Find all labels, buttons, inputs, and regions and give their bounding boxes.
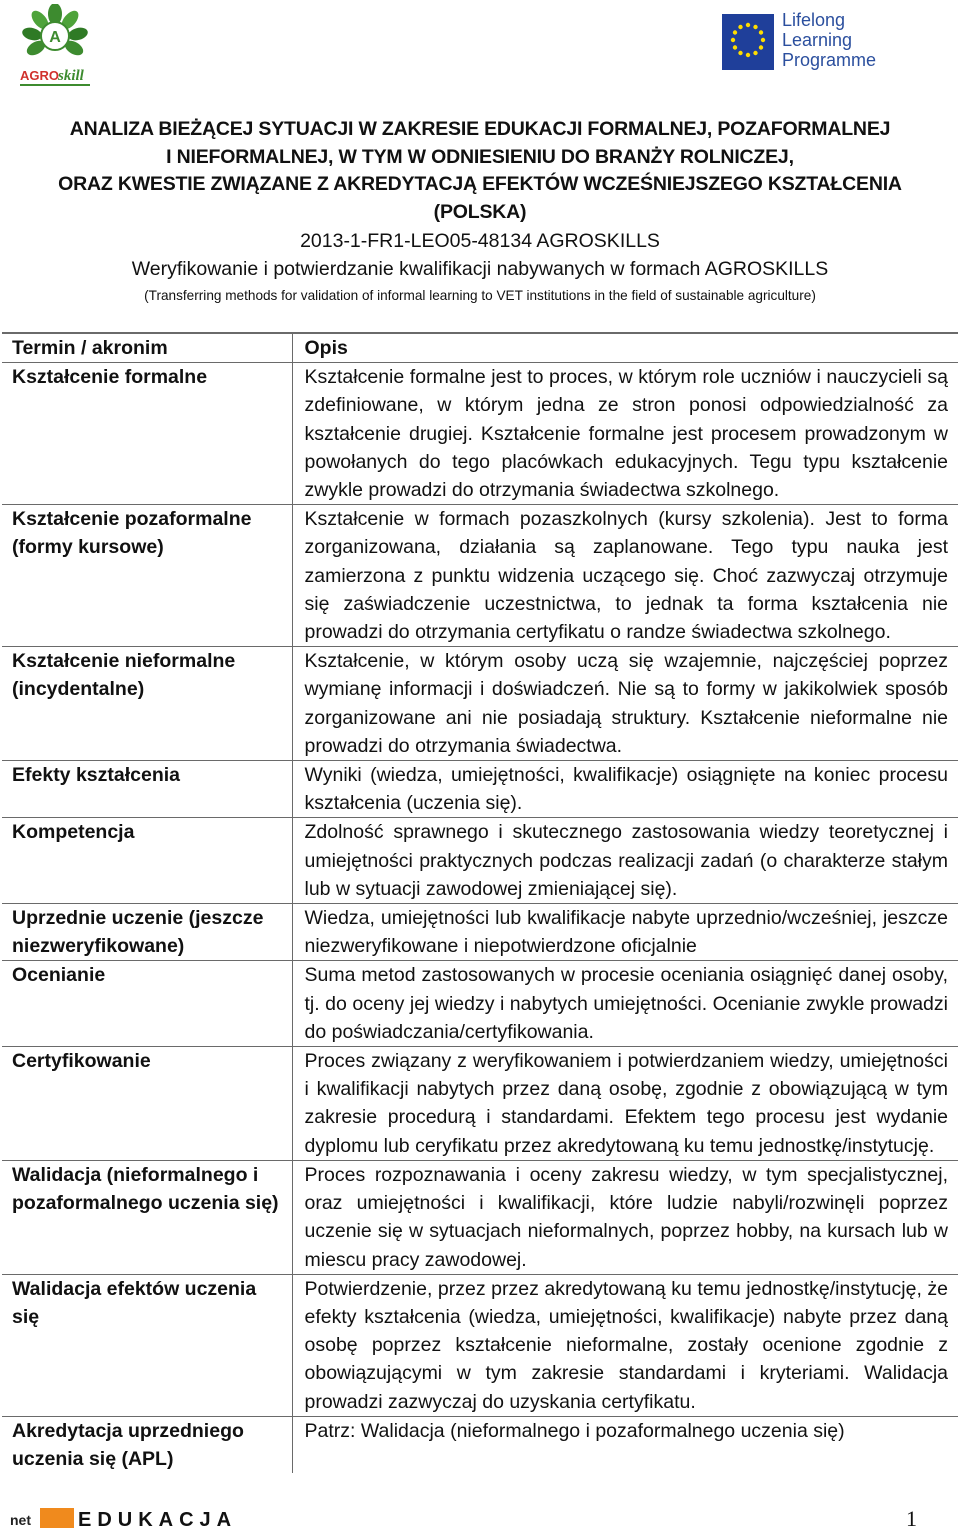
eu-flag-icon: [722, 14, 774, 70]
glossary-table: [2, 332, 958, 1473]
agroskill-logo: [14, 4, 96, 90]
description-cell: Wiedza, umiejętności lub kwalifikacje nabyte uprzednio/wcześniej, jeszcze niezweryfikowane i niepotwierdzone oficjalnie: [292, 904, 958, 961]
table-row: [2, 904, 958, 961]
table-row: [2, 761, 958, 818]
term-cell: Efekty kształcenia: [2, 761, 292, 818]
llp-line-3: Programme: [782, 50, 877, 70]
svg-text:skill: skill: [58, 68, 84, 84]
llp-wordmark: [782, 10, 876, 70]
description-cell: Proces rozpoznawania i oceny zakresu wiedzy, w tym specjalistycznej, oraz umiejętności i kwalifikacji, które ludzie nabyli/rozwinęli poprzez uczenie się w sytuacjach nieformalnych, poprzez hobby, na kursach lub w miescu pracy zawodowej.: [292, 1160, 958, 1274]
term-cell: Walidacja efektów uczenia się: [2, 1274, 292, 1416]
llp-line-2: Learning: [782, 30, 853, 50]
term-cell: Kształcenie formalne: [2, 363, 292, 505]
term-cell: Certyfikowanie: [2, 1047, 292, 1161]
header-description: Opis: [292, 333, 958, 363]
term-cell: Kształcenie pozaformalne (formy kursowe): [2, 505, 292, 647]
description-cell: Kształcenie, w którym osoby uczą się wzajemnie, najczęściej poprzez wymianę informacji i doświadczeń. Nie są to formy w jakikolwiek sposób zorganizowane ani nie posiadają struktury. Kształcenie nieformalne nie prowadzi do otrzymania świadectwa.: [292, 647, 958, 761]
table-row: [2, 1416, 958, 1473]
title-line-1: ANALIZA BIEŻĄCEJ SYTUACJI W ZAKRESIE EDUKACJI FORMALNEJ, POZAFORMALNEJ: [69, 118, 891, 140]
table-header-row: [2, 333, 958, 363]
description-cell: Zdolność sprawnego i skutecznego zastosowania wiedzy teoretycznej i umiejętności praktycznych podczas realizacji zadań (o charakterze stałym lub w sytuacji zawodowej zmieniającej się).: [292, 818, 958, 904]
english-subtitle: (Transferring methods for validation of informal learning to VET institutions in the field of sustainable agriculture): [144, 288, 816, 303]
page-number: 1: [906, 1506, 917, 1531]
header-term: Termin / akronim: [2, 333, 292, 363]
document-title-block: [0, 116, 960, 309]
llp-line-1: Lifelong: [782, 10, 846, 30]
table-row: [2, 1047, 958, 1161]
project-subtitle: Weryfikowanie i potwierdzanie kwalifikacji nabywanych w formach AGROSKILLS: [131, 258, 829, 280]
leaf-wreath-icon: [21, 4, 89, 58]
term-cell: Walidacja (nieformalnego i pozaformalnego uczenia się): [2, 1160, 292, 1274]
lifelong-learning-programme-logo: [722, 10, 918, 74]
table-row: [2, 505, 958, 647]
table-row: [2, 1160, 958, 1274]
table-row: [2, 363, 958, 505]
description-cell: Kształcenie formalne jest to proces, w którym role uczniów i nauczycieli są zdefiniowane, w którym jedna ze stron ponosi odpowiedzialność za kształcenie drugiej. Kształcenie formalne jest procesem prowadzonym w powołanych do tego placówkach edukacyjnych. Tegu typu kształcenie zwykle prowadzi do otrzymania świadectwa szkolnego.: [292, 363, 958, 505]
logo-prefix: net: [10, 1512, 31, 1528]
term-cell: Uprzednie uczenie (jeszcze niezweryfikowane): [2, 904, 292, 961]
table-row: [2, 647, 958, 761]
term-cell: Akredytacja uprzedniego uczenia się (APL): [2, 1416, 292, 1473]
term-cell: Kompetencja: [2, 818, 292, 904]
term-cell: Ocenianie: [2, 961, 292, 1047]
project-code: 2013-1-FR1-LEO05-48134 AGROSKILLS: [300, 230, 660, 252]
net-edukacja-logo: [8, 1506, 308, 1532]
description-cell: Wyniki (wiedza, umiejętności, kwalifikacje) osiągnięte na koniec procesu kształcenia (uczenia się).: [292, 761, 958, 818]
title-line-2: I NIEFORMALNEJ, W TYM W ODNIESIENIU DO BRANŻY ROLNICZEJ,: [166, 145, 794, 168]
title-line-3: ORAZ KWESTIE ZWIĄZANE Z AKREDYTACJĄ EFEKTÓW WCZEŚNIEJSZEGO KSZTAŁCENIA: [58, 173, 902, 195]
table-row: [2, 1274, 958, 1416]
title-line-4: (POLSKA): [433, 200, 527, 223]
table-row: [2, 961, 958, 1047]
svg-text:AGRO: AGRO: [20, 68, 59, 83]
description-cell: Patrz: Walidacja (nieformalnego i pozaformalnego uczenia się): [304, 1419, 845, 1442]
logo-word: EDUKACJA: [78, 1509, 238, 1531]
description-cell: Proces związany z weryfikowaniem i potwierdzaniem wiedzy, umiejętności i kwalifikacji nabytych przez daną osobę, zgodnie z obowiązującą w tym zakresie procedurą i standardami. Efektem tego procesu jest wydanie dyplomu lub ceryfikatu przez akredytowaną ku temu jednostkę/instytucję.: [292, 1047, 958, 1161]
description-cell: Potwierdzenie, przez przez akredytowaną ku temu jednostkę/instytucję, że efekty kształcenia (wiedza, umiejętności, kwalifikacje) nabyte przez daną osobę poprzez kształcenie nieformalne, zostały ocenione zgodnie z obowiązującymi w tym zakresie standardami i kryteriami. Walidacja prowadzi zazwyczaj do uzyskania certyfikatu.: [292, 1274, 958, 1416]
description-cell: Suma metod zastosowanych w procesie oceniania osiągnięć danej osoby, tj. do oceny jej wiedzy i nabytych umiejętności. Ocenianie zwykle prowadzi do poświadczania/certyfikowania.: [292, 961, 958, 1047]
description-cell: Kształcenie w formach pozaszkolnych (kursy szkolenia). Jest to forma zorganizowana, działania są zaplanowane. Tego typu nauka jest zamierzona z punktu widzenia uczącego się. Choć zazwyczaj otrzymuje się zaświadczenie uczestnictwa, to jednak ta forma kształcenia nie prowadzi do otrzymania certyfikatu o randze świadectwa szkolnego.: [292, 505, 958, 647]
table-row: [2, 818, 958, 904]
term-cell: Kształcenie nieformalne (incydentalne): [2, 647, 292, 761]
page-header: [0, 0, 960, 100]
svg-text:A: A: [49, 29, 61, 46]
